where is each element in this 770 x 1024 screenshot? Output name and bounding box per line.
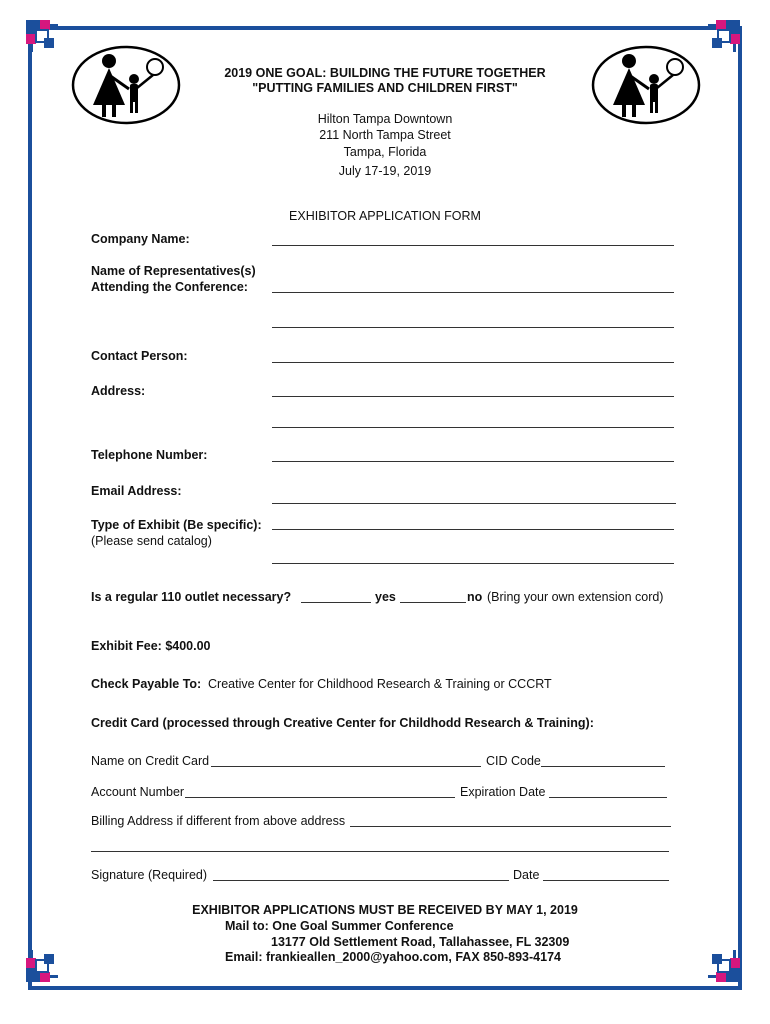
exhibit-type-label: Type of Exhibit (Be specific): (91, 518, 262, 532)
corner-ornament-icon (702, 944, 742, 984)
cid-code-field[interactable] (541, 766, 665, 767)
name-on-card-label: Name on Credit Card (91, 754, 210, 768)
venue-street: 211 North Tampa Street (319, 128, 451, 142)
corner-ornament-icon (702, 18, 742, 58)
expiration-field[interactable] (549, 797, 667, 798)
corner-ornament-icon (24, 944, 64, 984)
cid-code-label: CID Code (486, 754, 541, 768)
exhibit-note: (Please send catalog) (91, 534, 212, 548)
deadline-notice: EXHIBITOR APPLICATIONS MUST BE RECEIVED BY MAY 1, 2019 (192, 903, 578, 917)
representatives-field-2[interactable] (272, 327, 674, 328)
contact-person-label: Contact Person: (91, 349, 188, 363)
company-name-label: Company Name: (91, 232, 190, 246)
company-name-field[interactable] (272, 245, 674, 246)
venue-name: Hilton Tampa Downtown (317, 112, 453, 126)
telephone-field[interactable] (272, 461, 674, 462)
date-field[interactable] (543, 880, 669, 881)
account-number-label: Account Number (91, 785, 185, 799)
address-field-1[interactable] (272, 396, 674, 397)
check-payable-label: Check Payable To: (91, 677, 202, 691)
outlet-yes-label: yes (375, 590, 396, 604)
conference-subtitle: "PUTTING FAMILIES AND CHILDREN FIRST" (252, 81, 518, 95)
name-on-card-field[interactable] (211, 766, 481, 767)
form-title: EXHIBITOR APPLICATION FORM (289, 209, 481, 223)
outlet-yes-field[interactable] (301, 602, 371, 603)
account-number-field[interactable] (185, 797, 455, 798)
billing-address-field-1[interactable] (350, 826, 671, 827)
address-label: Address: (91, 384, 146, 398)
exhibit-type-field-2[interactable] (272, 563, 674, 564)
outlet-no-label: no (467, 590, 483, 604)
expiration-label: Expiration Date (460, 785, 546, 799)
outlet-question: Is a regular 110 outlet necessary? (91, 590, 292, 604)
check-payable-value: Creative Center for Childhood Research & Training or CCCRT (208, 677, 552, 691)
email-label: Email Address: (91, 484, 182, 498)
representatives-label-2: Attending the Conference: (91, 280, 248, 294)
contact-person-field[interactable] (272, 362, 674, 363)
email-field[interactable] (272, 503, 676, 504)
billing-address-field-2[interactable] (91, 851, 669, 852)
conference-title: 2019 ONE GOAL: BUILDING THE FUTURE TOGETHER (224, 66, 546, 80)
mail-street: 13177 Old Settlement Road, Tallahassee, FL 32309 (271, 935, 570, 949)
signature-label: Signature (Required) (91, 868, 208, 882)
outlet-no-field[interactable] (400, 602, 466, 603)
outlet-note: (Bring your own extension cord) (487, 590, 664, 604)
telephone-label: Telephone Number: (91, 448, 208, 462)
contact-info: Email: frankieallen_2000@yahoo.com, FAX 850-893-4174 (225, 950, 561, 964)
exhibit-fee: Exhibit Fee: $400.00 (91, 639, 211, 653)
date-label: Date (513, 868, 540, 882)
conference-dates: July 17-19, 2019 (338, 164, 432, 178)
corner-ornament-icon (24, 18, 64, 58)
address-field-2[interactable] (272, 427, 674, 428)
credit-card-heading: Credit Card (processed through Creative Center for Childhodd Research & Training): (91, 716, 594, 730)
signature-field[interactable] (213, 880, 509, 881)
representatives-label-1: Name of Representatives(s) (91, 264, 256, 278)
venue-city: Tampa, Florida (343, 145, 427, 159)
exhibit-type-field-1[interactable] (272, 529, 674, 530)
mail-to: Mail to: One Goal Summer Conference (225, 919, 454, 933)
representatives-field-1[interactable] (272, 292, 674, 293)
billing-address-label: Billing Address if different from above address (91, 814, 346, 828)
